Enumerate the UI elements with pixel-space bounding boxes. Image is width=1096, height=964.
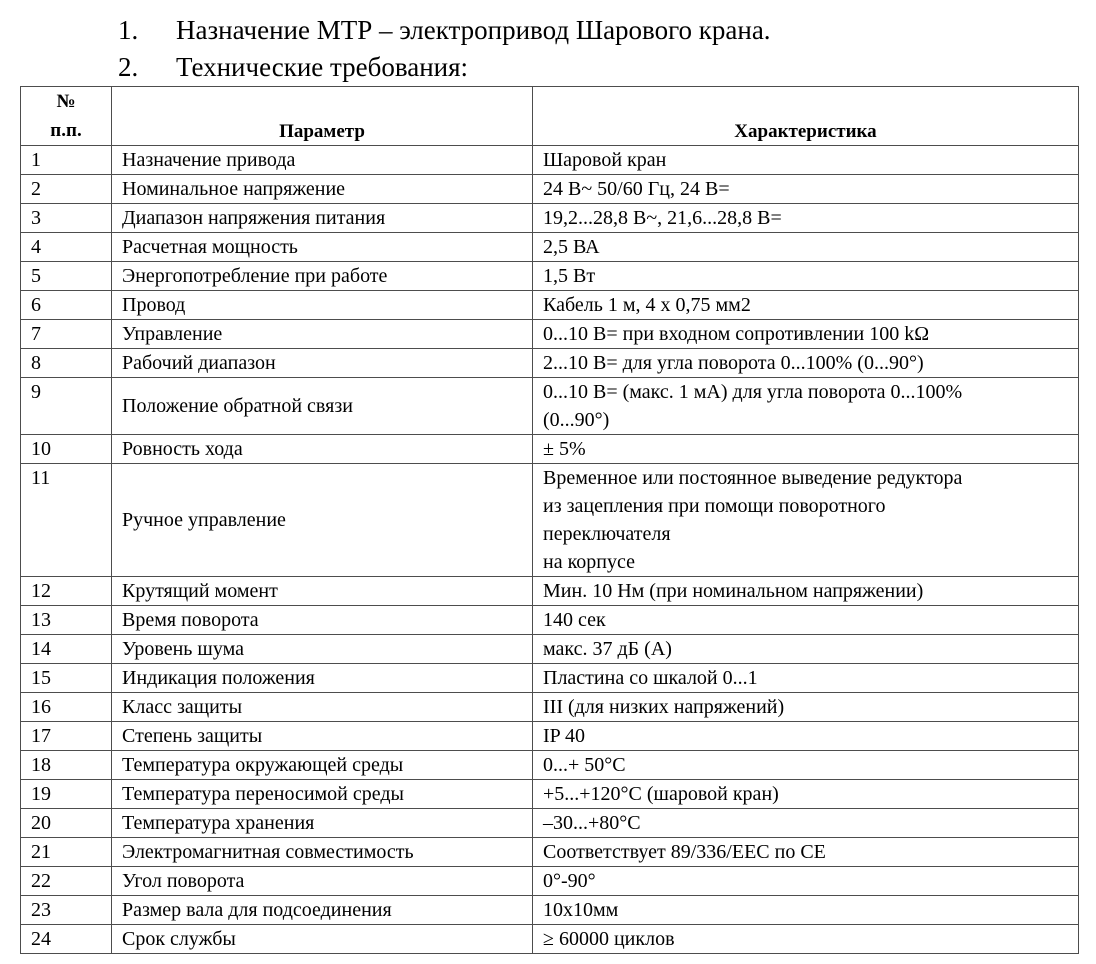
row-characteristic: [533, 291, 1079, 320]
characteristic-line: (0...90°): [543, 409, 610, 431]
row-characteristic: [533, 606, 1079, 635]
characteristic-line: 0...+ 50°C: [543, 754, 626, 776]
characteristic-line: Шаровой кран: [543, 149, 667, 171]
table-row: [21, 262, 1079, 291]
row-parameter: Срок службы: [112, 925, 533, 954]
row-characteristic: [533, 722, 1079, 751]
row-characteristic: [533, 175, 1079, 204]
header-characteristic: Характеристика: [533, 87, 1079, 146]
heading-purpose: [118, 14, 771, 46]
table-row: [21, 896, 1079, 925]
table-row: [21, 320, 1079, 349]
row-parameter: Расчетная мощность: [112, 233, 533, 262]
row-parameter: Температура окружающей среды: [112, 751, 533, 780]
row-characteristic: [533, 349, 1079, 378]
row-number: 20: [21, 809, 112, 838]
row-number: 3: [21, 204, 112, 233]
row-parameter: Энергопотребление при работе: [112, 262, 533, 291]
characteristic-line: 0...10 В= при входном сопротивлении 100 kΩ: [543, 323, 930, 345]
header-parameter: Параметр: [112, 87, 533, 146]
row-number: 2: [21, 175, 112, 204]
row-parameter: Провод: [112, 291, 533, 320]
table-header-row: [21, 87, 1079, 146]
table-row: [21, 693, 1079, 722]
row-number: 19: [21, 780, 112, 809]
row-parameter: Время поворота: [112, 606, 533, 635]
row-number: 17: [21, 722, 112, 751]
heading-requirements: [118, 51, 468, 83]
row-characteristic: [533, 577, 1079, 606]
row-parameter: Управление: [112, 320, 533, 349]
row-parameter: Номинальное напряжение: [112, 175, 533, 204]
characteristic-line: переключателя: [543, 523, 671, 545]
table-row: [21, 435, 1079, 464]
row-number: 13: [21, 606, 112, 635]
row-parameter: Ручное управление: [112, 464, 533, 577]
row-parameter: Рабочий диапазон: [112, 349, 533, 378]
characteristic-line: III (для низких напряжений): [543, 696, 785, 718]
characteristic-line: 0...10 В= (макс. 1 мА) для угла поворота 0...100%: [543, 381, 963, 403]
table-row: [21, 146, 1079, 175]
table-row: [21, 838, 1079, 867]
characteristic-line: –30...+80°C: [543, 812, 641, 834]
row-characteristic: [533, 867, 1079, 896]
heading-text: Технические требования:: [176, 52, 469, 82]
row-number: 6: [21, 291, 112, 320]
row-characteristic: [533, 751, 1079, 780]
header-number-line1: №: [56, 91, 76, 112]
row-number: 5: [21, 262, 112, 291]
characteristic-line: 10x10мм: [543, 899, 619, 921]
table-row: [21, 722, 1079, 751]
characteristic-line: Кабель 1 м, 4 x 0,75 мм2: [543, 294, 751, 316]
table-row: [21, 204, 1079, 233]
row-number: 10: [21, 435, 112, 464]
header-number-line2: п.п.: [50, 120, 82, 141]
row-characteristic: [533, 233, 1079, 262]
row-number: 12: [21, 577, 112, 606]
heading-number: 1.: [118, 15, 139, 45]
row-number: 4: [21, 233, 112, 262]
row-characteristic: [533, 204, 1079, 233]
row-number: 16: [21, 693, 112, 722]
row-characteristic: [533, 664, 1079, 693]
table-row: [21, 751, 1079, 780]
row-number: 18: [21, 751, 112, 780]
characteristic-line: Пластина со шкалой 0...1: [543, 667, 758, 689]
row-number: 24: [21, 925, 112, 954]
row-number: 22: [21, 867, 112, 896]
row-number: 11: [21, 464, 112, 577]
table-row: [21, 664, 1079, 693]
row-number: 9: [21, 378, 112, 435]
characteristic-line: 0°-90°: [543, 870, 596, 892]
row-parameter: Класс защиты: [112, 693, 533, 722]
row-parameter: Уровень шума: [112, 635, 533, 664]
table-row: [21, 378, 1079, 435]
table-row: [21, 577, 1079, 606]
row-parameter: Размер вала для подсоединения: [112, 896, 533, 925]
table-row: [21, 925, 1079, 954]
table-row: [21, 606, 1079, 635]
row-characteristic: [533, 320, 1079, 349]
table-row: [21, 867, 1079, 896]
characteristic-line: +5...+120°C (шаровой кран): [543, 783, 779, 805]
row-number: 1: [21, 146, 112, 175]
characteristic-line: ± 5%: [543, 438, 586, 460]
characteristic-line: из зацепления при помощи поворотного: [543, 495, 886, 517]
characteristic-line: Временное или постоянное выведение редуктора: [543, 467, 963, 489]
characteristic-line: 2...10 В= для угла поворота 0...100% (0...90°): [543, 352, 924, 374]
row-characteristic: [533, 435, 1079, 464]
row-number: 21: [21, 838, 112, 867]
row-characteristic: [533, 838, 1079, 867]
characteristic-line: 19,2...28,8 В~, 21,6...28,8 В=: [543, 207, 782, 229]
row-parameter: Угол поворота: [112, 867, 533, 896]
characteristic-line: IP 40: [543, 725, 586, 747]
row-characteristic: [533, 809, 1079, 838]
table-row: [21, 233, 1079, 262]
row-parameter: Крутящий момент: [112, 577, 533, 606]
row-number: 7: [21, 320, 112, 349]
row-characteristic: [533, 635, 1079, 664]
table-row: [21, 349, 1079, 378]
row-number: 8: [21, 349, 112, 378]
characteristic-line: на корпусе: [543, 551, 635, 573]
table-row: [21, 175, 1079, 204]
spec-table: [20, 86, 1079, 954]
row-parameter: Ровность хода: [112, 435, 533, 464]
row-number: 23: [21, 896, 112, 925]
row-characteristic: [533, 780, 1079, 809]
row-characteristic: [533, 378, 1079, 435]
table-row: [21, 809, 1079, 838]
row-number: 15: [21, 664, 112, 693]
row-number: 14: [21, 635, 112, 664]
table-row: [21, 635, 1079, 664]
row-parameter: Степень защиты: [112, 722, 533, 751]
row-characteristic: [533, 925, 1079, 954]
characteristic-line: 24 В~ 50/60 Гц, 24 В=: [543, 178, 730, 200]
characteristic-line: 2,5 ВА: [543, 236, 600, 258]
heading-number: 2.: [118, 52, 139, 82]
row-characteristic: [533, 693, 1079, 722]
row-characteristic: [533, 896, 1079, 925]
row-parameter: Температура хранения: [112, 809, 533, 838]
header-number: [21, 87, 112, 146]
row-parameter: Положение обратной связи: [112, 378, 533, 435]
characteristic-line: макс. 37 дБ (А): [543, 638, 672, 660]
heading-text: Назначение МТР – электропривод Шарового крана.: [176, 15, 771, 45]
row-characteristic: [533, 464, 1079, 577]
table-row: [21, 464, 1079, 577]
row-characteristic: [533, 262, 1079, 291]
characteristic-line: 140 сек: [543, 609, 606, 631]
characteristic-line: ≥ 60000 циклов: [543, 928, 675, 950]
characteristic-line: Соответствует 89/336/EEC по CE: [543, 841, 826, 863]
row-parameter: Электромагнитная совместимость: [112, 838, 533, 867]
characteristic-line: 1,5 Вт: [543, 265, 596, 287]
row-parameter: Индикация положения: [112, 664, 533, 693]
table-row: [21, 291, 1079, 320]
row-parameter: Температура переносимой среды: [112, 780, 533, 809]
row-parameter: Назначение привода: [112, 146, 533, 175]
row-parameter: Диапазон напряжения питания: [112, 204, 533, 233]
table-row: [21, 780, 1079, 809]
characteristic-line: Мин. 10 Нм (при номинальном напряжении): [543, 580, 924, 602]
row-characteristic: [533, 146, 1079, 175]
